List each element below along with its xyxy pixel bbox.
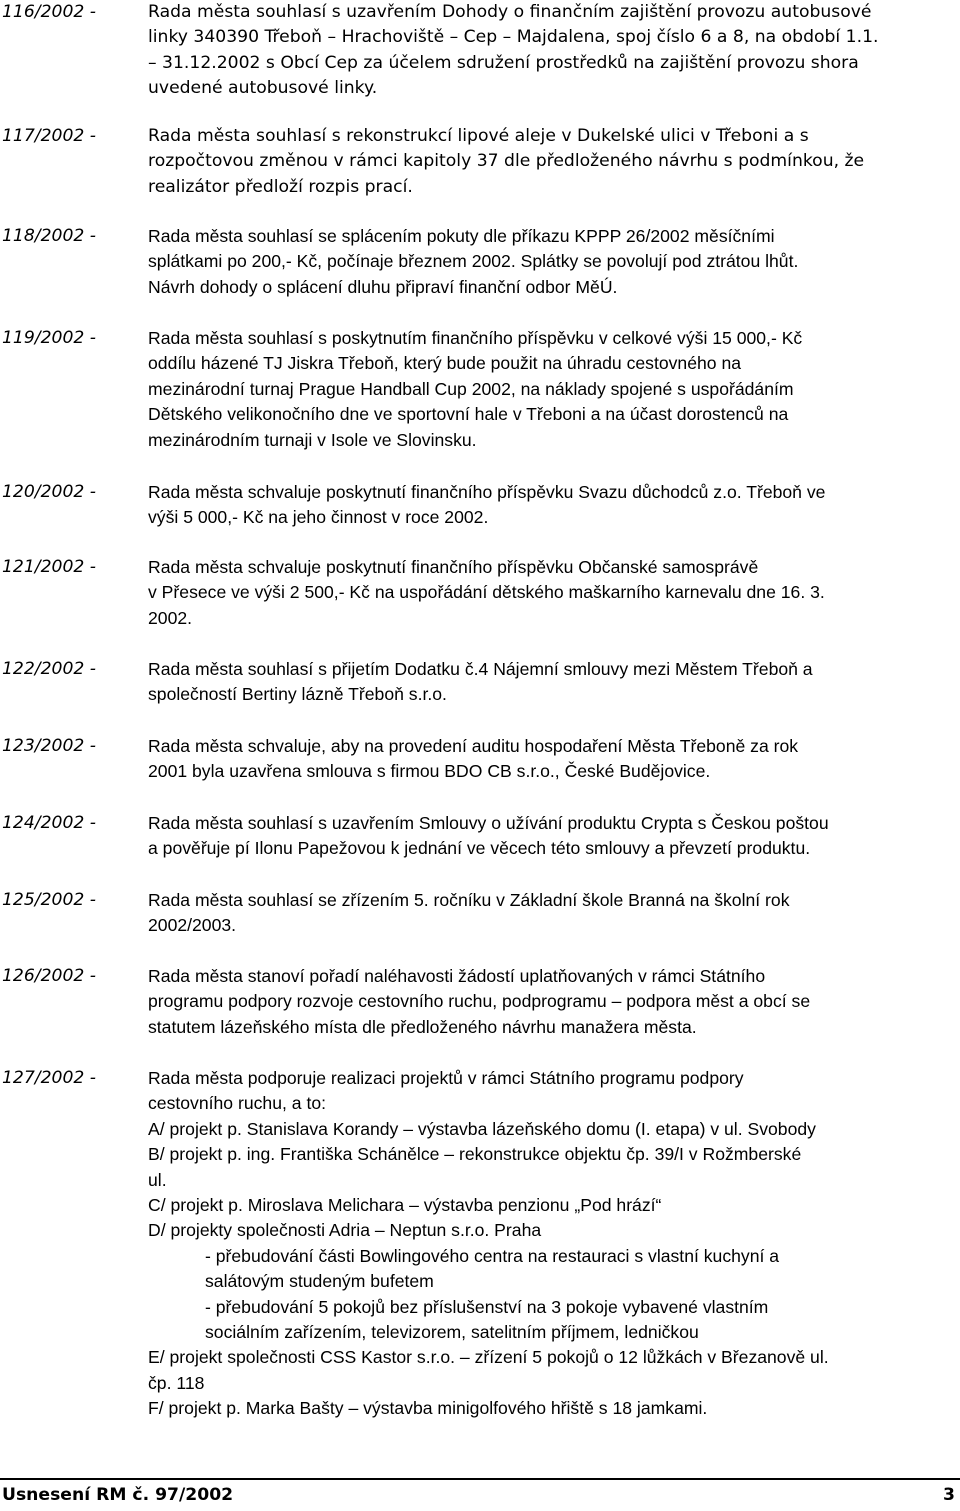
text-line: 2002/2003. xyxy=(148,915,237,936)
text-line: 2001 byla uzavřena smlouva s firmou BDO CB s.r.o., České Budějovice. xyxy=(148,761,711,782)
sub-item: - přebudování 5 pokojů bez příslušenství na 3 pokoje vybavené vlastním xyxy=(205,1296,769,1317)
text-line: Rada města stanoví pořadí naléhavosti žádostí uplatňovaných v rámci Státního xyxy=(148,966,766,986)
text-line: programu podpory rozvoje cestovního ruchu, podprogramu – podpora měst a obcí se xyxy=(148,991,811,1012)
sub-item: salátovým studeným bufetem xyxy=(205,1271,434,1292)
text-line: Rada města podporuje realizaci projektů v rámci Státního programu podpory xyxy=(148,1068,744,1088)
text-line: Rada města souhlasí se splácením pokuty dle příkazu KPPP 26/2002 měsíčními xyxy=(148,226,775,246)
text-line: Dětského velikonočního dne ve sportovní hale v Třeboni a na účast dorostenců na xyxy=(148,404,789,425)
footer-divider xyxy=(0,1478,960,1480)
text-line: výši 5 000,- Kč na jeho činnost v roce 2002. xyxy=(148,507,489,528)
text-line: Rada města souhlasí se zřízením 5. ročníku v Základní škole Branná na školní rok xyxy=(148,890,790,910)
text-line: mezinárodním turnaji v Isole ve Slovinsku. xyxy=(148,429,477,450)
resolution-number: 126/2002 - xyxy=(2,966,97,986)
resolution-number: 125/2002 - xyxy=(2,890,97,910)
resolution-text xyxy=(148,734,956,785)
resolution-text xyxy=(148,224,956,300)
text-line: Rada města souhlasí s přijetím Dodatku č.4 Nájemní smlouvy mezi Městem Třeboň a xyxy=(148,659,813,679)
project-item-d: D/ projekty společnosti Adria – Neptun s.r.o. Praha xyxy=(148,1220,542,1241)
resolution-text xyxy=(148,124,956,200)
text-line: Rada města souhlasí s poskytnutím finančního příspěvku v celkové výši 15 000,- Kč xyxy=(148,328,803,348)
text-line: 2002. xyxy=(148,607,193,628)
project-item-e: E/ projekt společnosti CSS Kastor s.r.o. – zřízení 5 pokojů o 12 lůžkách v Březanově ul. xyxy=(148,1347,829,1368)
text-line: cestovního ruchu, a to: xyxy=(148,1093,326,1114)
resolution-text xyxy=(148,657,956,708)
resolution-text xyxy=(148,811,956,862)
project-item-f: F/ projekt p. Marka Bašty – výstavba minigolfového hřiště s 18 jamkami. xyxy=(148,1398,708,1419)
resolution-text xyxy=(148,555,956,631)
text-line: Návrh dohody o splácení dluhu připraví finanční odbor MěÚ. xyxy=(148,276,618,297)
text-line: mezinárodní turnaj Prague Handball Cup 2002, na náklady spojené s uspořádáním xyxy=(148,378,794,399)
text-line: splátkami po 200,- Kč, počínaje březnem 2002. Splátky se povolují pod ztrátou lhůt. xyxy=(148,251,799,272)
resolution-text xyxy=(148,0,956,102)
text-line: Rada města souhlasí s rekonstrukcí lipové aleje v Dukelské ulici v Třeboni a s xyxy=(148,126,809,146)
resolution-number: 116/2002 - xyxy=(2,2,97,22)
resolution-number: 118/2002 - xyxy=(2,226,97,246)
resolution-number: 127/2002 - xyxy=(2,1068,97,1088)
text-line: Rada města souhlasí s uzavřením Dohody o finančním zajištění provozu autobusové xyxy=(148,2,872,22)
text-line: – 31.12.2002 s Obcí Cep za účelem sdružení prostředků na zajištění provozu shora xyxy=(148,52,859,73)
resolution-number: 121/2002 - xyxy=(2,557,97,577)
resolution-number: 117/2002 - xyxy=(2,126,97,146)
text-line: Rada města schvaluje poskytnutí finančního příspěvku Svazu důchodců z.o. Třeboň ve xyxy=(148,482,826,502)
text-line: a pověřuje pí Ilonu Papežovou k jednání ve věcech této smlouvy a převzetí produktu. xyxy=(148,838,811,859)
resolution-text xyxy=(148,888,956,939)
text-line: statutem lázeňského místa dle předloženého návrhu manažera města. xyxy=(148,1016,697,1037)
resolution-number: 124/2002 - xyxy=(2,813,97,833)
project-item-a: A/ projekt p. Stanislava Korandy – výstavba lázeňského domu (I. etapa) v ul. Svobody xyxy=(148,1118,816,1139)
text-line: realizátor předloží rozpis prací. xyxy=(148,176,413,197)
sub-item: sociálním zařízením, televizorem, satelitním příjmem, ledničkou xyxy=(205,1322,699,1343)
text-line: společností Bertiny lázně Třeboň s.r.o. xyxy=(148,684,447,705)
text-line: rozpočtovou změnou v rámci kapitoly 37 dle předloženého návrhu s podmínkou, že xyxy=(148,151,865,172)
text-line: Rada města schvaluje, aby na provedení auditu hospodaření Města Třeboně za rok xyxy=(148,736,799,756)
resolution-text xyxy=(148,480,956,531)
text-line: linky 340390 Třeboň – Hrachoviště – Cep – Majdalena, spoj číslo 6 a 8, na období 1.1. xyxy=(148,27,879,48)
text-line: čp. 118 xyxy=(148,1372,205,1393)
resolution-number: 120/2002 - xyxy=(2,482,97,502)
text-line: ul. xyxy=(148,1169,167,1190)
resolution-number: 119/2002 - xyxy=(2,328,97,348)
text-line: uvedené autobusové linky. xyxy=(148,78,378,99)
text-line: v Přesece ve výši 2 500,- Kč na uspořádání dětského maškarního karnevalu dne 16. 3. xyxy=(148,582,825,603)
resolution-text xyxy=(148,326,956,453)
sub-item: - přebudování části Bowlingového centra na restauraci s vlastní kuchyní a xyxy=(205,1245,780,1266)
text-line: Rada města schvaluje poskytnutí finančního příspěvku Občanské samosprávě xyxy=(148,557,759,577)
resolution-number: 123/2002 - xyxy=(2,736,97,756)
project-item-b: B/ projekt p. ing. Františka Schánělce – rekonstrukce objektu čp. 39/I v Rožmberské xyxy=(148,1144,802,1165)
resolution-text xyxy=(148,964,956,1040)
resolution-number: 122/2002 - xyxy=(2,659,97,679)
resolution-text xyxy=(148,1066,956,1422)
text-line: oddílu házené TJ Jiskra Třeboň, který bude použit na úhradu cestovného na xyxy=(148,353,742,374)
text-line: Rada města souhlasí s uzavřením Smlouvy o užívání produktu Crypta s Českou poštou xyxy=(148,813,829,833)
footer-document-title: Usnesení RM č. 97/2002 xyxy=(2,1485,234,1505)
page-number: 3 xyxy=(943,1485,955,1505)
project-item-c: C/ projekt p. Miroslava Melichara – výstavba penzionu „Pod hrází“ xyxy=(148,1195,662,1216)
